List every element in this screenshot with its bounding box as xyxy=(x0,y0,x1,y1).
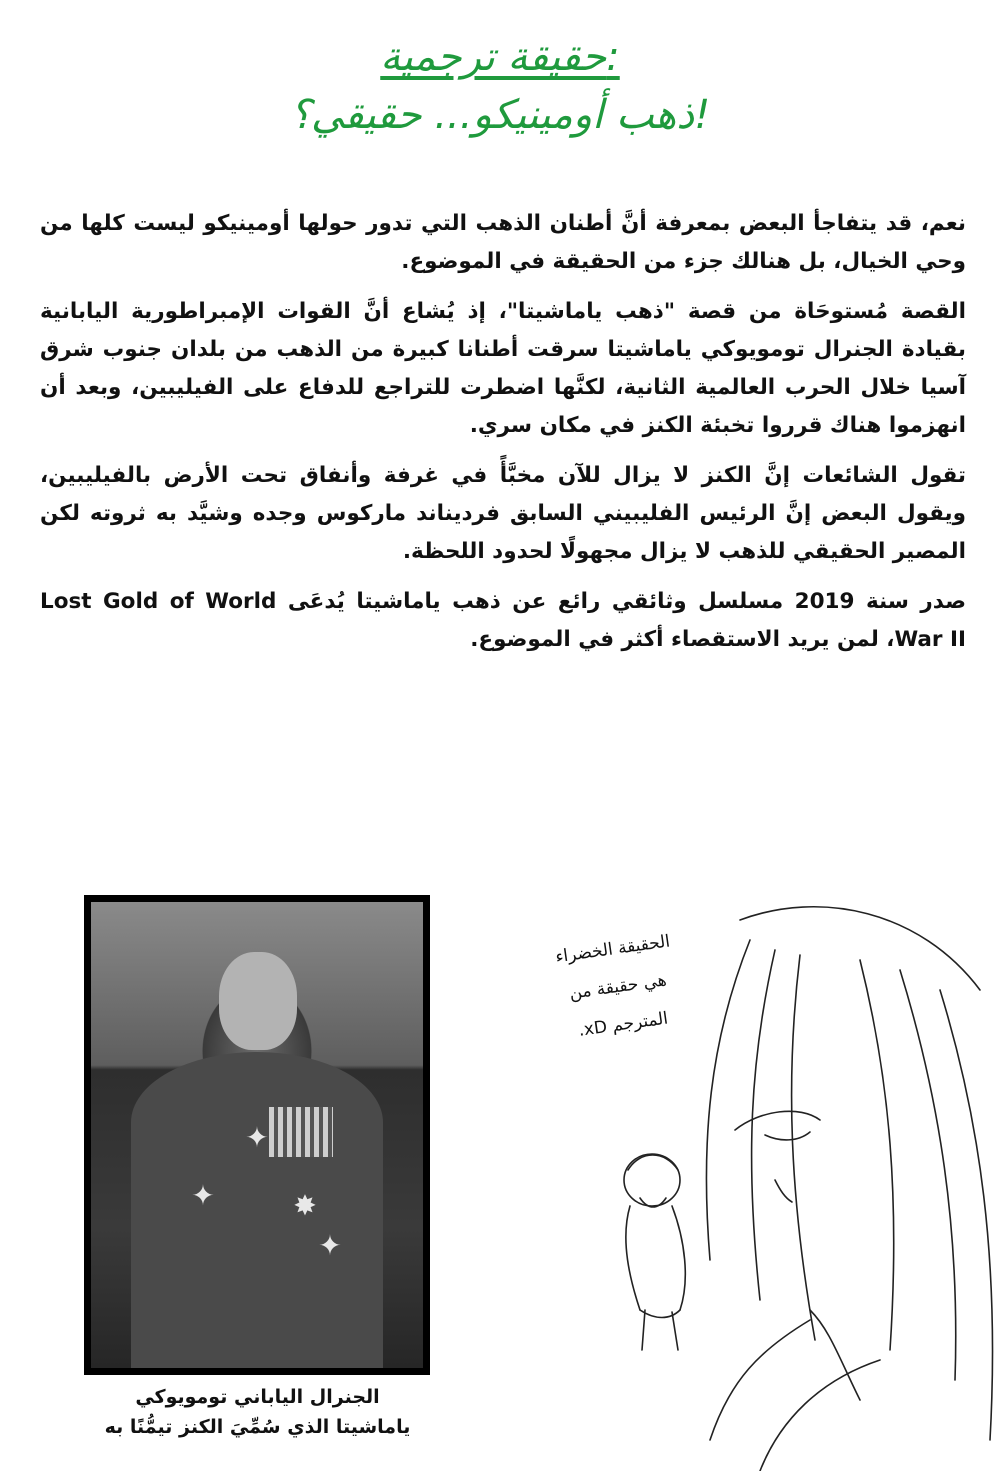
uniform-shape xyxy=(131,1052,383,1368)
medal-star-icon: ✸ xyxy=(293,1189,317,1222)
hair-outline-top xyxy=(740,907,980,990)
paragraph-2: القصة مُستوحَاة من قصة "ذهب ياماشيتا"، إذ يُشاع أنَّ القوات الإمبراطورية اليابانية بقيادة الجنرال تومويوكي ياماشيتا سرقت أطنانا كبيرة من الذهب من بلدان جنوب شرق آسيا خلال الحرب العالمية الثانية، لكنَّها اضطرت للتراجع للدفاع على الفيليبين، وبعد أن انهزموا هناك قرروا تخبئة الكنز في مكان سري. xyxy=(40,299,966,438)
note-line-1: الحقيقة الخضراء xyxy=(554,931,672,968)
paragraph-4 xyxy=(40,583,966,659)
photo-caption xyxy=(60,1382,455,1442)
paragraph-4-before: صدر سنة 2019 مسلسل وثائقي رائع عن ذهب ياماشيتا يُدعَى xyxy=(287,589,966,614)
page-title xyxy=(0,28,1000,144)
medal-ribbons xyxy=(269,1107,333,1157)
title-line-2: ذهب أومينيكو... حقيقي؟! xyxy=(289,92,711,138)
article-body xyxy=(40,205,966,671)
chibi-body xyxy=(626,1206,640,1310)
head-shape xyxy=(219,952,297,1050)
medal-star-icon: ✦ xyxy=(245,1121,269,1154)
note-line-3: المترجم xD. xyxy=(577,1008,670,1041)
general-photo-frame xyxy=(84,895,430,1375)
general-portrait-photo xyxy=(91,902,423,1368)
paragraph-3: تقول الشائعات إنَّ الكنز لا يزال للآن مخبَّأً في غرفة وأنفاق تحت الأرض بالفيليبين، ويقول البعض إنَّ الرئيس الفليبيني السابق فرديناند ماركوس وجده وشيَّد به ثروته لكن المصير الحقيقي للذهب لا يزال مجهولًا لحدود اللحظة. xyxy=(40,463,966,564)
title-line-1: حقيقة ترجمية: xyxy=(380,34,620,80)
caption-line-2: ياماشيتا الذي سُمِّيَ الكنز تيمُّنًا به xyxy=(104,1416,411,1438)
caption-line-1: الجنرال الياباني تومويوكي xyxy=(135,1386,380,1408)
paragraph-1: نعم، قد يتفاجأ البعض بمعرفة أنَّ أطنان الذهب التي تدور حولها أومينيكو ليست كلها من وحي الخيال، بل هنالك جزء من الحقيقة في الموضوع. xyxy=(40,211,966,274)
note-line-2: هي حقيقة من xyxy=(568,970,668,1004)
paragraph-4-after: ، لمن يريد الاستقصاء أكثر في الموضوع. xyxy=(470,627,895,652)
eye-line xyxy=(735,1111,820,1130)
medal-star-icon: ✦ xyxy=(318,1229,342,1262)
medal-star-icon: ✦ xyxy=(191,1179,215,1212)
documentary-title: Lost Gold of World War II xyxy=(40,589,966,652)
